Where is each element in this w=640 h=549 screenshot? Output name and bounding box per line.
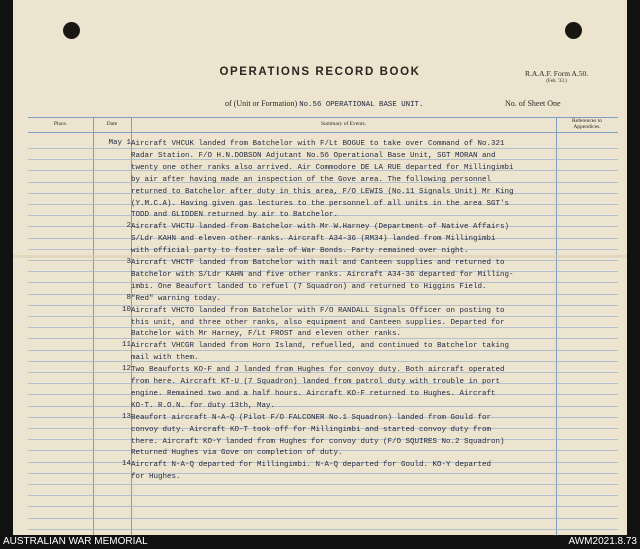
form-date: (Feb. '33.) <box>546 79 567 84</box>
entry-text-line: Two Beauforts KO-F and J landed from Hughes for convoy duty. Both aircraft operated <box>131 366 505 374</box>
archive-caption-bar <box>0 535 640 549</box>
entry-text-line: Aircraft VHCTF landed from Batchelor with mail and Canteen supplies and returned to <box>131 259 505 267</box>
punch-hole-left <box>63 22 80 39</box>
entry-text-line: engine. Remained two and a half hours. Aircraft KO-F returned to Hughes. Aircraft <box>131 390 496 398</box>
form-number: R.A.A.F. Form A.50. <box>525 69 589 78</box>
entry-text-line: Aircraft VHCGR landed from Horn Island, refuelled, and continued to Batchelor taking <box>131 342 510 350</box>
entry-text-line: Returned Hughes via Gove on completion of duty. <box>131 449 343 457</box>
entry-text-line: by air after having made an inspection of the Gove area. The following personnel <box>131 176 492 184</box>
entry-text-line: Radar Station. F/O H.N.DOBSON Adjutant No.56 Operational Base Unit, SGT MORAN and <box>131 152 496 160</box>
archive-caption-left: AUSTRALIAN WAR MEMORIAL <box>3 536 148 547</box>
sheet-number: No. of Sheet One <box>505 99 561 108</box>
references-label-1: References to <box>571 118 603 124</box>
ruled-line <box>28 316 618 317</box>
entry-text-line: returned to Batchelor after duty in this area, F/O LEWIS (No.11 Signals Unit) Mr King <box>131 188 514 196</box>
ruled-line <box>28 529 618 530</box>
entry-text-line: with official party to foster sale of War Bonds. Party remained over night. <box>131 247 469 255</box>
ruled-line <box>28 518 618 519</box>
entry-text-line: this unit, and three other ranks, also equipment and Canteen supplies. Departed for <box>131 319 505 327</box>
entry-date: 10 <box>121 306 131 314</box>
unit-prefix: of (Unit or Formation) <box>225 99 298 108</box>
entry-text-line: Aircraft VHCTO landed from Batchelor with F/O RANDALL Signals Officer on posting to <box>131 307 505 315</box>
entry-date: 13 <box>121 413 131 421</box>
ruled-line <box>28 406 618 407</box>
column-header-references <box>556 118 618 130</box>
entry-text-line: S/Ldr KAHN and eleven other ranks. Aircraft A34-36 (RM34) landed from Millingimbi <box>131 235 496 243</box>
document-title: OPERATIONS RECORD BOOK <box>219 66 421 78</box>
entry-text-line: convoy duty. Aircraft KO-T took off for Millingimbi and started convoy duty from <box>131 426 492 434</box>
entry-date: 14 <box>121 460 131 468</box>
unit-value: No.56 OPERATIONAL BASE UNIT. <box>299 101 424 109</box>
ruled-line <box>28 473 618 474</box>
unit-line <box>225 99 423 109</box>
entry-date: May 1 <box>108 139 131 147</box>
entry-text-line: Aircraft VHCTU landed from Batchelor with Mr W.Harney (Department of Native Affairs) <box>131 223 510 231</box>
column-header-summary: Summary of Events. <box>320 121 367 127</box>
entry-date: 11 <box>121 341 131 349</box>
entry-text-line: Beaufort aircraft N-A-Q (Pilot F/O FALCONER No.1 Squadron) landed from Gould for <box>131 414 492 422</box>
punch-hole-right <box>565 22 582 39</box>
entry-text-line: TODD and GLIDDEN returned by air to Batchelor. <box>131 211 339 219</box>
entry-text-line: imbi. One Beaufort landed to refuel (7 Squadron) and returned to Higgins Field. <box>131 283 487 291</box>
ruled-line <box>28 506 618 507</box>
ruled-line <box>28 484 618 485</box>
ruled-line <box>28 495 618 496</box>
entry-date: 12 <box>121 365 131 373</box>
entry-text-line: twenty one other ranks also arrived. Air Commodore DE LA RUE departed for Millingimbi <box>131 164 514 172</box>
entry-text-line: Batchelor with Mr Harney, F/Lt FROST and eleven other ranks. <box>131 330 402 338</box>
entry-text-line: Aircraft VHCUK landed from Batchelor with F/Lt BOGUE to take over Command of No.321 <box>131 140 505 148</box>
entry-text-line: "Red" warning today. <box>131 295 222 303</box>
entry-text-line: there. Aircraft KO-Y landed from Hughes for convoy duty (F/O SQUIRES No.2 Squadron) <box>131 438 505 446</box>
entry-date: 2 <box>126 222 131 230</box>
entry-text-line: Aircraft N-A-Q departed for Millingimbi. N-A-Q departed for Gould. KO-Y departed <box>131 461 492 469</box>
entry-text-line: KO-T. R.O.N. for duty 13th, May. <box>131 402 276 410</box>
column-header-place: Place. <box>53 121 68 127</box>
record-sheet <box>13 0 627 535</box>
ruled-line <box>28 361 618 362</box>
form-reference <box>525 70 588 86</box>
entry-text-line: mail with them. <box>131 354 199 362</box>
table-top-rule <box>28 117 618 118</box>
header-bottom-rule <box>28 132 618 133</box>
entry-text-line: (Y.M.C.A). Having given gas lectures to the personnel of all units in the area SGT's <box>131 200 510 208</box>
archive-caption-right: AWM2021.8.73 <box>568 536 637 547</box>
entry-text-line: for Hughes. <box>131 473 181 481</box>
entry-text-line: from here. Aircraft KT-U (7 Squadron) landed from patrol duty with trouble in port <box>131 378 501 386</box>
entry-date: 8 <box>126 294 131 302</box>
column-header-date: Date <box>106 121 118 127</box>
references-label-2: Appendices. <box>573 124 601 130</box>
entry-date: 3 <box>126 258 131 266</box>
entry-text-line: Batchelor with S/Ldr KAHN and five other ranks. Aircraft A34-36 departed for Milling- <box>131 271 514 279</box>
